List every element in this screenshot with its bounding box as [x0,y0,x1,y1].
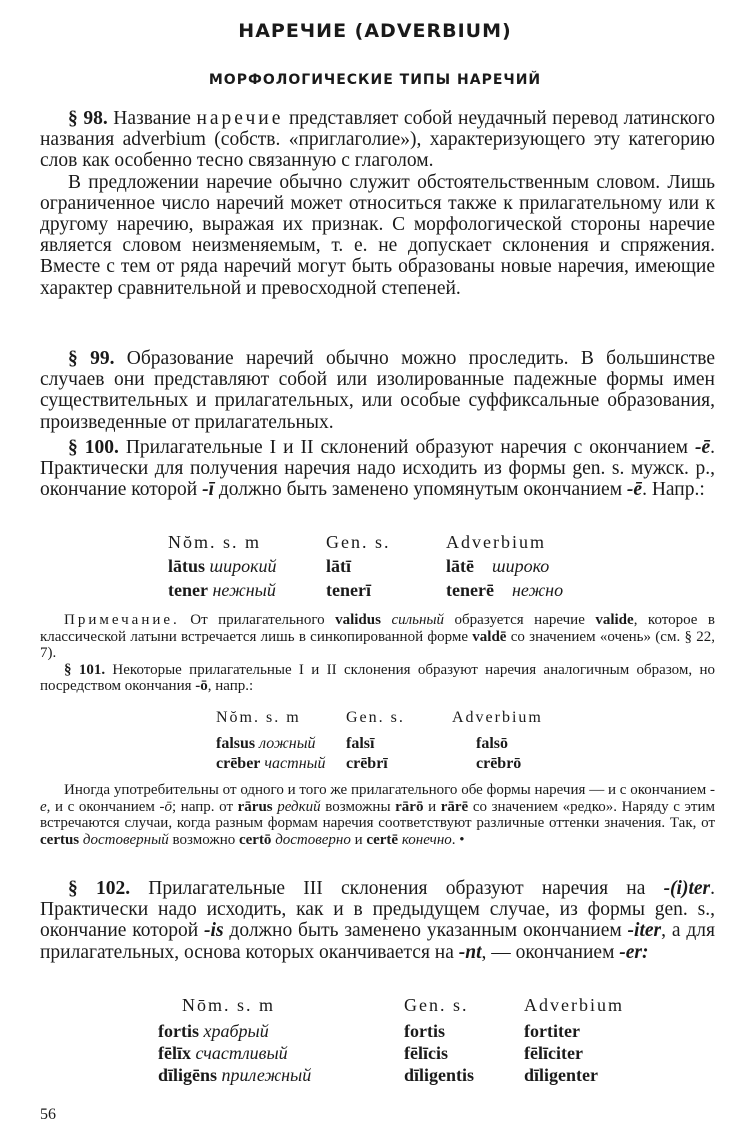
paragraph-98: § 98. Название наречие представляет собой неудачный перевод латинского названия adverbium (собств. «приглаголие»), характеризующего эту категорию слов как особенно тесно связанную с глаголом. В предложении наречие обычно служит обстоятельственным словом. Лишь ограниченное число наречий может относиться также к прилагательному или к другому наречию, выражая их признак. С морфологической стороны наречие является словом неизменяемым, т. е. не допускает склонения и спряжения. Вместе с тем от ряда наречий могут быть образованы новые наречия, имеющие характер сравнительной и превосходной степеней. [40,108,715,299]
note-paragraph-101: Иногда употребительны от одного и того же прилагательного обе формы наречия — и с окончанием -e, и с окончанием -ō; напр. от rārus редкий возможны rārō и rārē со значением «редко». Наряду с этим встречаются случаи, когда разным формам наречия соответствуют различные оттенки значения. Так, от certus достоверный возможно certō достоверно и certē конечно. • [40,782,715,848]
table-header-row: Nōm. s. m Gen. s. Adverbium [182,995,624,1015]
paradigm-table-100 [168,530,563,602]
table-row: fortis храбрый fortis fortiter [158,1021,580,1041]
table-header-row: Nŏm. s. m Gen. s. Adverbium [216,709,543,726]
note-paragraph: Примечание. От прилагательного validus сильный образуется наречие valide, которое в классической латыни встречается лишь в синкопированной форме valdē со значением «очень» (см. § 22, 7). § 101. Некоторые прилагательные I и II склонения образуют наречия аналогичным образом, но посредством окончания -ō, напр.: [40,612,716,695]
section-number: § 98. [68,108,108,129]
paragraph-98-2: В предложении наречие обычно служит обстоятельственным словом. Лишь ограниченное число наречий может относиться также к прилагательному или к другому наречию, выражая их признак. С морфологической стороны наречие является словом неизменяемым, т. е. не допускает склонения и спряжения. Вместе с тем от ряда наречий могут быть образованы новые наречия, имеющие характер сравнительной и превосходной степеней. [40,171,715,299]
table-row: tener нежный tenerī tenerē нежно [168,580,564,600]
table-row: lātus широкий lātī lātē широко [168,556,550,576]
page-number: 56 [40,1106,56,1123]
paragraph-100: § 100. Прилагательные I и II склонений образуют наречия с окончанием -ē. Практически для получения наречия надо исходить из формы gen. s. мужск. р., окончание которой -ī должно быть заменено упомянутым окончанием -ē. Напр.: [40,437,716,501]
paragraph-99: § 99. Образование наречий обычно можно проследить. В большинстве случаев они представляют собой или изолированные падежные формы имен существительных и прилагательных, или особые суффиксальные образования, произведенные от прилагательных. [40,348,715,433]
section-number: § 102. [68,878,131,899]
table-row: dīligēns прилежный dīligentis dīligenter [158,1065,598,1085]
section-number: § 100. [68,437,119,458]
table-header-row: Nŏm. s. m Gen. s. Adverbium [168,532,546,552]
section-number: § 101. [64,661,106,678]
section-number: § 99. [68,348,115,369]
paragraph-102: § 102. Прилагательные III склонения образуют наречия на -(i)ter. Практически надо исходить, как и в предыдущем случае, из формы gen. s., окончание которой -is должно быть заменено указанным окончанием -iter, а для прилагательных, основа которых оканчивается на -nt, — окончанием -er: [40,878,715,963]
table-row: fēlīx счастливый fēlīcis fēlīciter [158,1043,583,1063]
section-subtitle: МОРФОЛОГИЧЕСКИЕ ТИПЫ НАРЕЧИЙ [208,72,542,88]
table-row: crēber частный crēbrī crēbrō [216,755,522,772]
paradigm-table-102 [158,994,624,1086]
chapter-title: НАРЕЧИЕ (ADVERBIUM) [238,20,512,42]
paradigm-table-101 [216,708,543,774]
table-row: falsus ложный falsī falsō [216,735,508,752]
